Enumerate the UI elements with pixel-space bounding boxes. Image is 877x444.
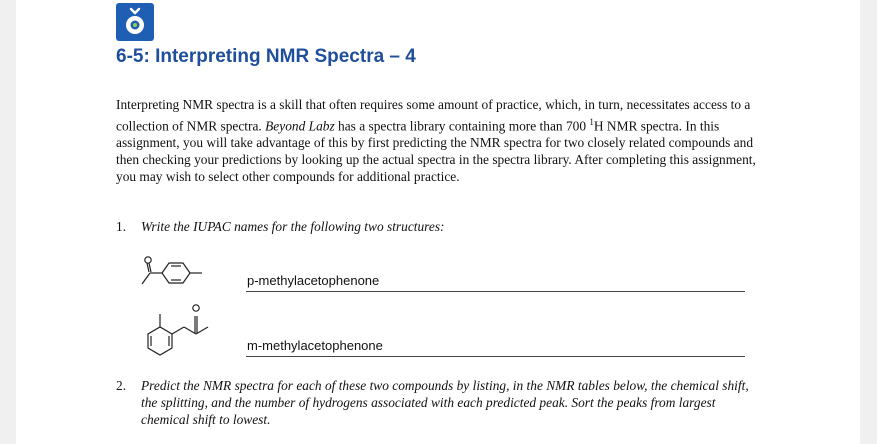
superscript-one: 1 (589, 116, 594, 127)
brand-name: Beyond Labz (265, 118, 335, 134)
p-methylacetophenone-structure (138, 252, 228, 292)
question-1-number: 1. (116, 219, 127, 234)
worksheet-page (16, 0, 860, 444)
intro-text-2: has a spectra library containing more than 700 (334, 118, 590, 134)
question-2-text: Predict the NMR spectra for each of these two compounds by listing, in the NMR tables below, the chemical shift, the splitting, and the number of hydrogens associated with each predicted peak. Sort the peaks from largest chemical shift to lowest. (141, 378, 749, 427)
question-1-text: Write the IUPAC names for the following two structures: (141, 219, 445, 234)
m-methylacetophenone-structure (140, 296, 220, 358)
answer-field-2[interactable]: m-methylacetophenone (246, 338, 745, 357)
question-2-number: 2. (116, 378, 127, 393)
intro-text-1: Interpreting NMR spectra is a skill that often requires some amount of practice, which, in turn, necessitates access to a collection of NMR spectra. (116, 97, 751, 134)
answer-field-1[interactable]: p-methylacetophenone (246, 273, 745, 292)
beyond-labz-logo-icon (116, 3, 154, 41)
intro-text-3: H NMR spectra. In this assignment, you will take advantage of this by first predicting the NMR spectra for two closely related compounds and then checking your predictions by looking up the actual spectra in the spectra library. After completing this assignment, you may wish to select other compounds for additional practice. (116, 118, 756, 184)
intro-paragraph (116, 97, 756, 185)
page-title: 6-5: Interpreting NMR Spectra – 4 (116, 46, 416, 67)
